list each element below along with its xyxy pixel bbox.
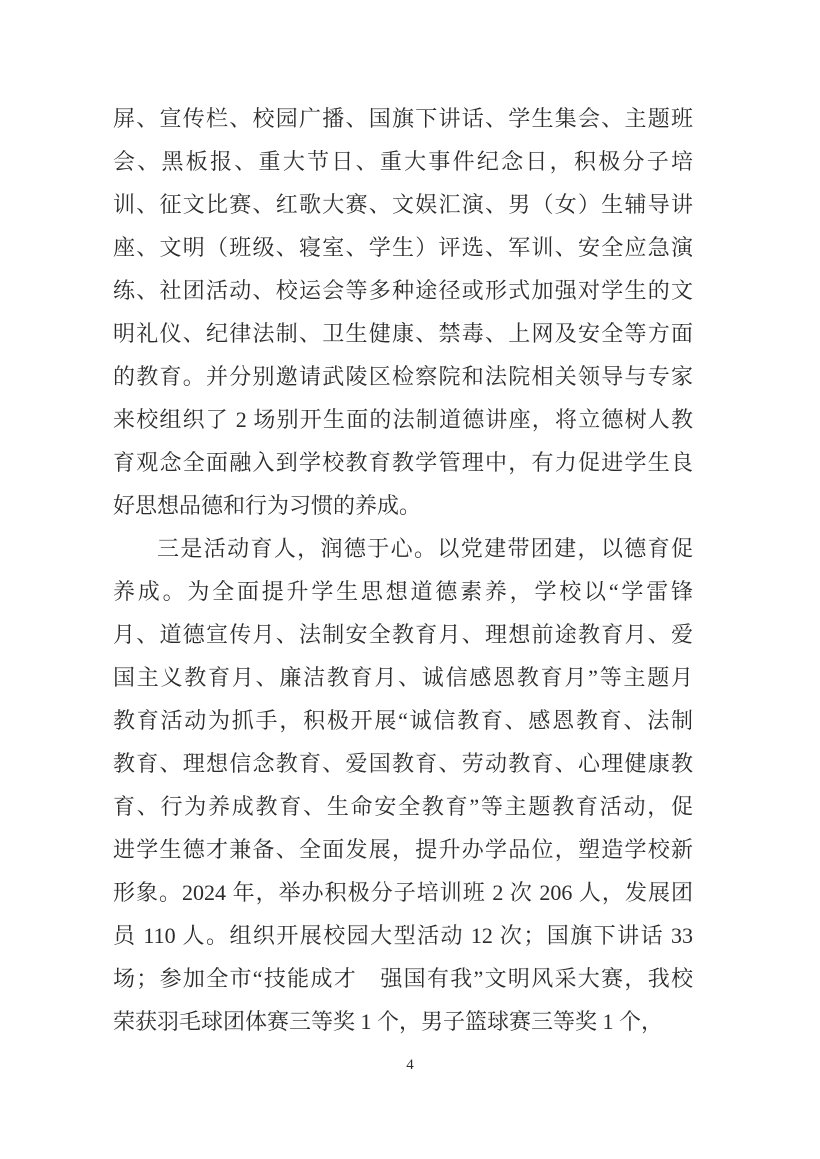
text-line: 场；参加全市“技能成才 强国有我”文明风采大赛，我校: [113, 966, 693, 991]
text-line-paragraph-end: 好思想品德和行为习惯的养成。: [113, 493, 422, 518]
text-line: 育观念全面融入到学校教育教学管理中，有力促进学生良: [113, 450, 693, 475]
page-number: 4: [406, 1057, 414, 1073]
text-line: 员 110 人。组织开展校园大型活动 12 次；国旗下讲话 33: [113, 923, 693, 948]
text-line: 育、行为养成教育、生命安全教育”等主题教育活动，促: [113, 794, 693, 819]
text-line: 明礼仪、纪律法制、卫生健康、禁毒、上网及安全等方面: [113, 321, 693, 346]
text-line: 练、社团活动、校运会等多种途径或形式加强对学生的文: [113, 278, 693, 303]
text-line: 屏、宣传栏、校园广播、国旗下讲话、学生集会、主题班: [113, 106, 693, 131]
text-line: 座、文明（班级、寝室、学生）评选、军训、安全应急演: [113, 235, 693, 260]
text-line: 进学生德才兼备、全面发展，提升办学品位，塑造学校新: [113, 837, 693, 862]
text-line: 来校组织了 2 场别开生面的法制道德讲座，将立德树人教: [113, 407, 693, 432]
text-line: 养成。为全面提升学生思想道德素养，学校以“学雷锋: [113, 579, 693, 604]
body-text-block: [113, 97, 693, 1043]
text-line-paragraph-start: 三是活动育人，润德于心。以党建带团建，以德育促: [157, 536, 693, 561]
text-line: 形象。2024 年，举办积极分子培训班 2 次 206 人，发展团: [113, 880, 693, 905]
text-line: 国主义教育月、廉洁教育月、诚信感恩教育月”等主题月: [113, 665, 693, 690]
text-line-page-end: 荣获羽毛球团体赛三等奖 1 个，男子篮球赛三等奖 1 个，: [113, 1009, 664, 1034]
text-line: 会、黑板报、重大节日、重大事件纪念日，积极分子培: [113, 149, 693, 174]
text-line: 月、道德宣传月、法制安全教育月、理想前途教育月、爱: [113, 622, 693, 647]
text-line: 教育、理想信念教育、爱国教育、劳动教育、心理健康教: [113, 751, 693, 776]
text-line: 的教育。并分别邀请武陵区检察院和法院相关领导与专家: [113, 364, 693, 389]
text-line: 训、征文比赛、红歌大赛、文娱汇演、男（女）生辅导讲: [113, 192, 693, 217]
text-line: 教育活动为抓手，积极开展“诚信教育、感恩教育、法制: [113, 708, 693, 733]
